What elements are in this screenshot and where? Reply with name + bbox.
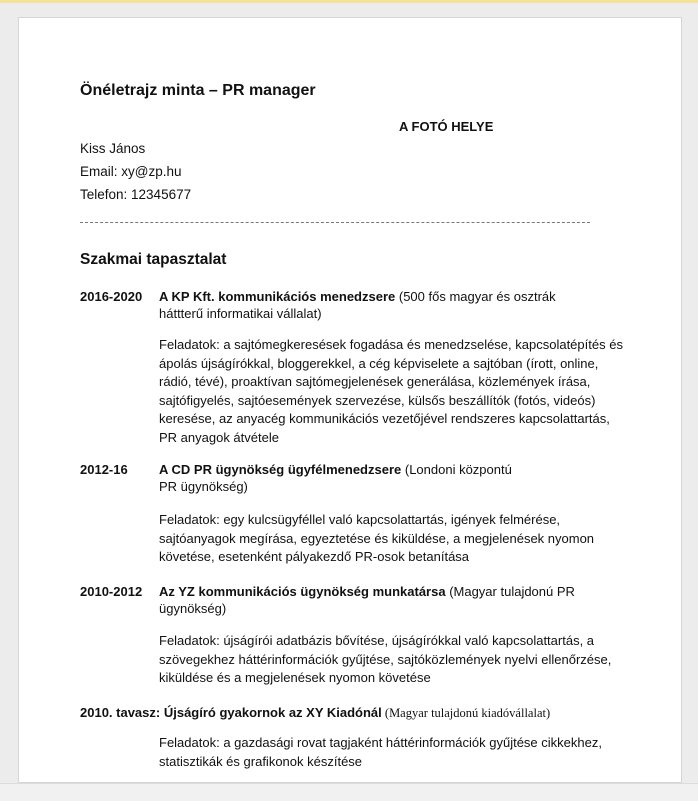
entry-date-role: 2010. tavasz: Újságíró gyakornok az XY Kiadónál	[80, 705, 382, 720]
entry-role: A KP Kft. kommunikációs menedzsere	[159, 289, 396, 304]
entry-date: 2016-2020	[80, 289, 143, 304]
entry-tasks: Feladatok: a gazdasági rovat tagjaként háttérinformációk gyűjtése cikkekhez, statisztikák és grafikonok készítése	[159, 735, 602, 769]
contact-name: Kiss János	[80, 141, 146, 156]
entry-tasks: Feladatok: a sajtómegkeresések fogadása és menedzselése, kapcsolatépítés és ápolás újságírókkal, bloggerekkel, a cég képviselete a sajtóban (írott, online, rádió, tévé), proaktívan sajtómegjelenések generálása, közlemények írása, sajtófigyelés, sajtóesemények szervezése, külsős beszállítók (fotós, videós) keresése, az anyacég kommunikációs vezetőjével rendszeres kapcsolattartás, PR anyagok átvétele	[159, 337, 623, 445]
entry-detail: (500 fős magyar és osztrák háttterű informatikai vállalat)	[159, 289, 556, 321]
entry-detail: (Magyar tulajdonú kiadóvállalat)	[381, 706, 551, 720]
section-title: Szakmai tapasztalat	[80, 251, 227, 268]
entry-heading	[159, 583, 599, 617]
bottom-scroll-bar	[0, 783, 698, 801]
entry-role: Az YZ kommunikációs ügynökség munkatársa	[159, 584, 446, 599]
entry-detail: (Londoni központú PR ügynökség)	[159, 462, 512, 494]
entry-date: 2010-2012	[80, 584, 143, 599]
entry-detail: (Magyar tulajdonú PR ügynökség)	[159, 584, 575, 616]
entry-heading	[159, 461, 519, 495]
entry-heading	[159, 288, 599, 322]
document-page	[18, 17, 682, 783]
divider	[80, 222, 590, 223]
entry-tasks: Feladatok: újságírói adatbázis bővítése, újságírókkal való kapcsolattartás, a szövegekhez háttérinformációk gyűjtése, sajtóközlemények nyelvi ellenőrzése, kiküldése és a megjelenések nyomon követése	[159, 633, 612, 685]
photo-placeholder: A FOTÓ HELYE	[399, 119, 494, 134]
entry-heading	[80, 705, 550, 721]
contact-phone: Telefon: 12345677	[80, 187, 192, 202]
entry-role: A CD PR ügynökség ügyfélmenedzsere	[159, 462, 402, 477]
entry-tasks: Feladatok: egy kulcsügyféllel való kapcsolattartás, igények felmérése, sajtóanyagok megírása, egyeztetése és kiküldése, a megjelenések nyomon követése, esetenként pályakezdő PR-osok betanítása	[159, 512, 595, 564]
contact-block	[80, 137, 191, 206]
top-accent-line	[0, 0, 698, 3]
contact-email: Email: xy@zp.hu	[80, 164, 182, 179]
entry-date: 2012-16	[80, 462, 128, 477]
page-title: Önéletrajz minta – PR manager	[80, 82, 316, 99]
